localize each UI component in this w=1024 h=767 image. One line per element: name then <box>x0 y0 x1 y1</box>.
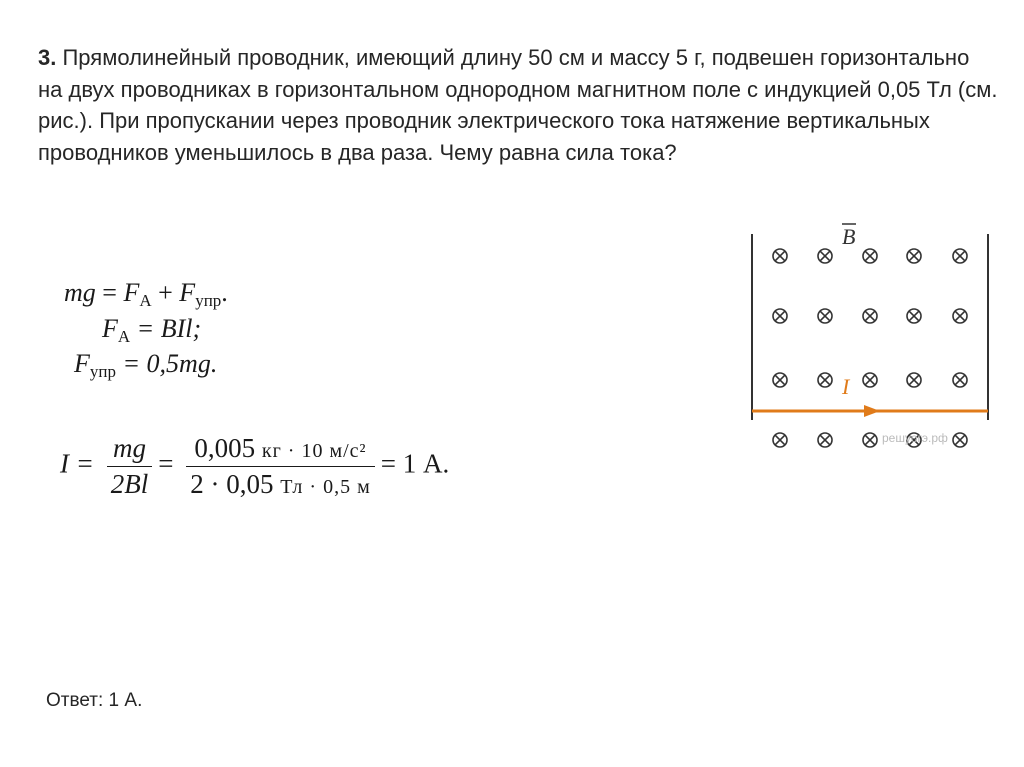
magnetic-field-figure <box>742 222 992 467</box>
eq1-sub-upr: упр <box>195 291 222 310</box>
field-cross-icon <box>773 309 787 323</box>
frac2-numerator <box>186 433 375 467</box>
equation-force-balance <box>64 278 228 311</box>
field-cross-icon <box>863 373 877 387</box>
problem-text: Прямолинейный проводник, имеющий длину 50 см и массу 5 г, подвешен горизонтально на двух проводниках в горизонтальном однородном магнитном поле с индукцией 0,05 Тл (см. рис.). При пропускании через проводник электрического тока натяжение вертикальных проводников уменьшилось в два раза. Чему равна сила тока? <box>38 45 998 165</box>
field-cross-icon <box>863 309 877 323</box>
eq1-F: F <box>123 278 140 307</box>
eq2-F: F <box>102 314 118 343</box>
field-cross-icon <box>907 373 921 387</box>
frac2-denominator <box>186 467 375 500</box>
field-label: B <box>842 224 856 249</box>
frac2-den-value: 2 · 0,05 <box>190 469 274 499</box>
eq3-F: F <box>74 349 90 378</box>
eq2-rest: = BIl; <box>130 314 202 343</box>
fraction-symbolic <box>107 433 153 500</box>
fraction-numeric <box>186 433 375 500</box>
eq1-plus: + <box>151 278 180 307</box>
equation-tension <box>74 349 217 382</box>
field-cross-icon <box>818 309 832 323</box>
frac2-num-value: 0,005 <box>194 433 256 463</box>
watermark: решуогэ.рф <box>882 431 948 445</box>
field-cross-icon <box>953 433 967 447</box>
field-cross-icon <box>953 373 967 387</box>
current-arrow-icon <box>864 405 880 417</box>
eq1-sub-A: A <box>139 291 152 310</box>
eq2-sub-A: A <box>117 327 131 346</box>
current-label: I <box>842 374 850 399</box>
frac1-numerator: mg <box>107 433 153 467</box>
field-cross-icon <box>818 373 832 387</box>
equation-ampere-force <box>102 314 201 347</box>
field-cross-icon <box>773 433 787 447</box>
eq1-dot: . <box>221 278 228 307</box>
answer: Ответ: 1 А. <box>46 690 143 711</box>
problem-number: 3. <box>38 45 57 70</box>
eq1-equals: = <box>95 278 124 307</box>
eq1-F2: F <box>179 278 196 307</box>
eq4-equals: = <box>158 448 174 479</box>
problem-statement <box>38 42 998 168</box>
field-cross-icon <box>863 433 877 447</box>
field-cross-icon <box>773 249 787 263</box>
field-cross-icon <box>953 249 967 263</box>
eq4-lhs: I = <box>60 448 94 479</box>
field-into-page-marks <box>773 249 967 447</box>
field-cross-icon <box>773 373 787 387</box>
field-cross-icon <box>818 433 832 447</box>
eq3-sub-upr: упр <box>89 362 116 381</box>
frac2-den-unit: Тл · 0,5 м <box>280 476 371 498</box>
equation-current <box>60 433 449 500</box>
field-cross-icon <box>818 249 832 263</box>
eq1-mg: mg <box>64 278 96 307</box>
eq4-result-unit: А. <box>422 448 450 479</box>
field-cross-icon <box>907 249 921 263</box>
frac2-num-unit: кг · 10 м/с² <box>261 440 367 462</box>
eq3-rest: = 0,5mg. <box>116 349 218 378</box>
field-cross-icon <box>907 309 921 323</box>
frac1-denominator: 2Bl <box>110 469 149 499</box>
field-cross-icon <box>953 309 967 323</box>
eq4-result: = 1 <box>380 448 417 479</box>
field-cross-icon <box>863 249 877 263</box>
